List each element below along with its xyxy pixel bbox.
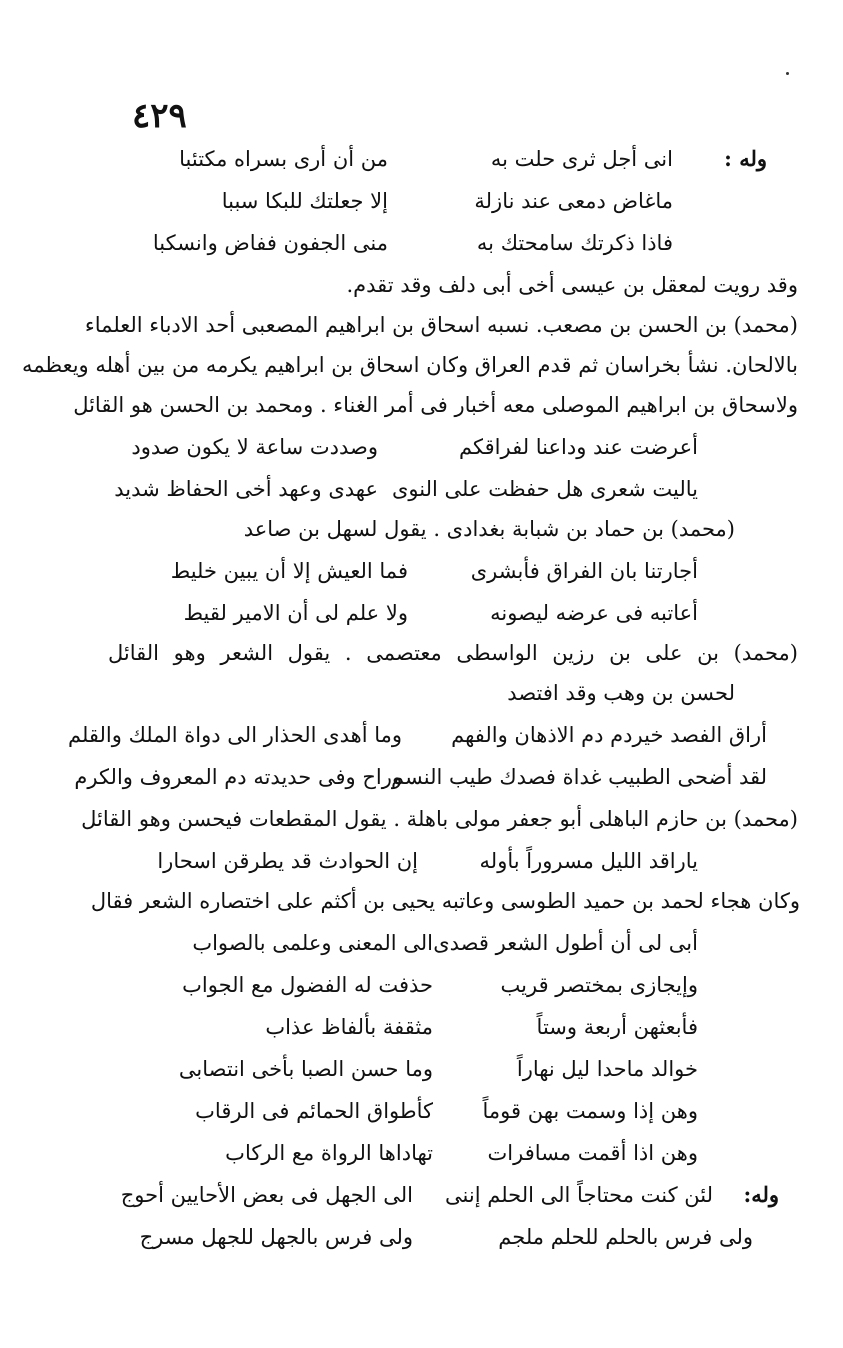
verse-second-hemistich: كأطواق الحمائم فى الرقاب bbox=[195, 1099, 433, 1123]
prose-line: ولاسحاق بن ابراهيم الموصلى معه أخبار فى أمر الغناء . ومحمد بن الحسن هو القائل bbox=[73, 393, 798, 417]
verse-first-hemistich: ماغاض دمعى عند نازلة bbox=[474, 189, 673, 213]
prose-line: وقد رويت لمعقل بن عيسى أخى أبى دلف وقد تقدم. bbox=[346, 273, 798, 297]
ink-speck bbox=[786, 72, 789, 75]
prose-line: بالالحان. نشأ بخراسان ثم قدم العراق وكان اسحاق بن ابراهيم يكرمه من بين أهله ويعظمه bbox=[21, 353, 798, 377]
page-number: ٤٢٩ bbox=[132, 96, 187, 136]
verse-second-hemistich: حذفت له الفضول مع الجواب bbox=[182, 973, 433, 997]
verse-first-hemistich: فأبعثهن أربعة وستاً bbox=[536, 1015, 698, 1039]
verse-first-hemistich: انى أجل ثرى حلت به bbox=[490, 147, 673, 171]
verse-first-hemistich: أعاتبه فى عرضه ليصونه bbox=[490, 601, 698, 625]
verse-second-hemistich: منى الجفون ففاض وانسكبا bbox=[152, 231, 388, 255]
verse-first-hemistich: ولى فرس بالحلم للحلم ملجم bbox=[498, 1225, 753, 1249]
verse-second-hemistich: وصددت ساعة لا يكون صدود bbox=[131, 435, 378, 459]
verse-first-hemistich: خوالد ماحدا ليل نهاراً bbox=[516, 1057, 698, 1081]
verse-second-hemistich: وراح وفى حديدته دم المعروف والكرم bbox=[74, 765, 402, 789]
verse-first-hemistich: وهن إذا وسمت بهن قوماً bbox=[482, 1099, 698, 1123]
verse-second-hemistich: وما أهدى الحذار الى دواة الملك والقلم bbox=[67, 723, 402, 747]
verse-second-hemistich: من أن أرى بسراه مكتئبا bbox=[179, 147, 388, 171]
verse-first-hemistich: أراق الفصد خيردم دم الاذهان والفهم bbox=[451, 723, 767, 747]
verse-second-hemistich: الى الجهل فى بعض الأحايين أحوج bbox=[120, 1183, 413, 1207]
verse-first-hemistich: ياليت شعرى هل حفظت على النوى bbox=[392, 477, 698, 501]
verse-second-hemistich: الى المعنى وعلمى بالصواب bbox=[192, 931, 433, 955]
verse-first-hemistich: فاذا ذكرتك سامحتك به bbox=[476, 231, 673, 255]
verse-first-hemistich: وإيجازى بمختصر قريب bbox=[500, 973, 698, 997]
verse-first-hemistich: ياراقد الليل مسروراً بأوله bbox=[479, 849, 698, 873]
verse-first-hemistich: أبى لى أن أطول الشعر قصدى bbox=[433, 931, 698, 955]
verse-second-hemistich: إن الحوادث قد يطرقن اسحارا bbox=[157, 849, 418, 873]
verse-first-hemistich: أعرضت عند وداعنا لفراقكم bbox=[459, 435, 698, 459]
verse-second-hemistich: ولى فرس بالجهل للجهل مسرج bbox=[139, 1225, 413, 1249]
verse-second-hemistich: وما حسن الصبا بأخى انتصابى bbox=[178, 1057, 433, 1081]
verse-first-hemistich: وهن اذا أقمت مسافرات bbox=[487, 1141, 698, 1165]
verse-first-hemistich: لئن كنت محتاجاً الى الحلم إننى bbox=[445, 1183, 713, 1207]
verse-second-hemistich: تهاداها الرواة مع الركاب bbox=[225, 1141, 433, 1165]
verse-second-hemistich: عهدى وعهد أخى الحفاظ شديد bbox=[114, 477, 378, 501]
prose-line: لحسن بن وهب وقد افتصد bbox=[507, 681, 735, 705]
verse-second-hemistich: مثقفة بألفاظ عذاب bbox=[265, 1015, 433, 1039]
attribution-label: وله : bbox=[724, 146, 767, 171]
verse-first-hemistich: أجارتنا بان الفراق فأبشرى bbox=[470, 559, 698, 583]
prose-line: وكان هجاء لحمد بن حميد الطوسى وعاتبه يحيى بن أكثم على اختصاره الشعر فقال bbox=[90, 889, 800, 913]
verse-second-hemistich: ولا علم لى أن الامير لقيط bbox=[183, 601, 408, 625]
biography-entry-heading: (محمد) بن على بن رزين الواسطى معتصمى . يقول الشعر وهو القائل bbox=[108, 641, 798, 665]
verse-second-hemistich: إلا جعلتك للبكا سببا bbox=[221, 189, 388, 213]
verse-second-hemistich: فما العيش إلا أن يبين خليط bbox=[170, 559, 408, 583]
biography-entry-heading: (محمد) بن الحسن بن مصعب. نسبه اسحاق بن ابراهيم المصعبى أحد الادباء العلماء bbox=[84, 313, 798, 337]
attribution-label: وله: bbox=[743, 1182, 779, 1207]
biography-entry-heading: (محمد) بن حماد بن شبابة بغدادى . يقول لسهل بن صاعد bbox=[243, 517, 735, 541]
verse-first-hemistich: لقد أضحى الطبيب غداة فصدك طيب النسم bbox=[391, 765, 767, 789]
biography-entry-heading: (محمد) بن حازم الباهلى أبو جعفر مولى باهلة . يقول المقطعات فيحسن وهو القائل bbox=[81, 807, 798, 831]
